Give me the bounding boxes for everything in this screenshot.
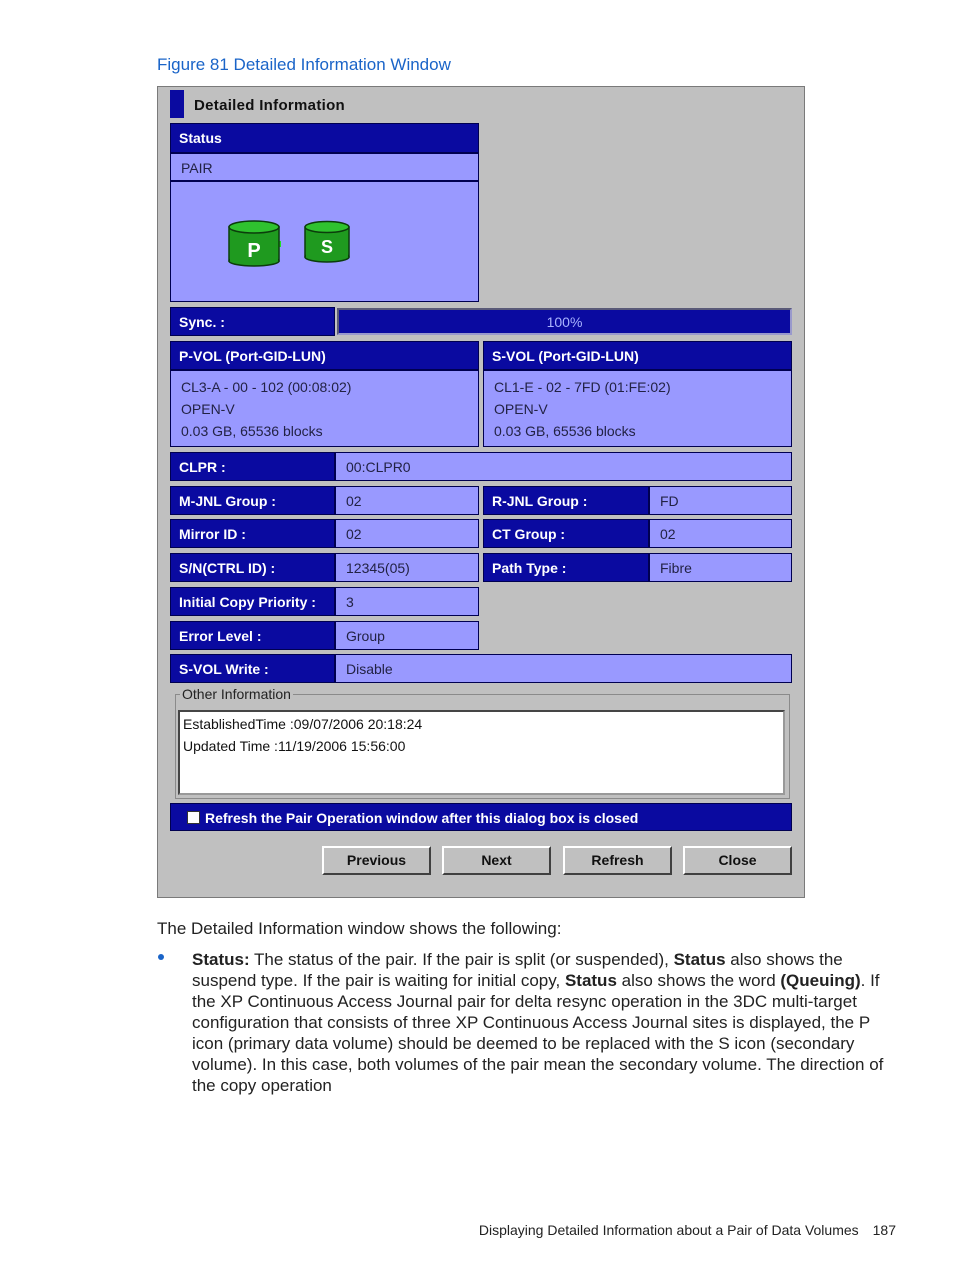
other-information-textarea[interactable] <box>178 710 785 795</box>
term-status: Status <box>673 950 726 969</box>
intro-text: The Detailed Information window shows the following: <box>157 919 562 938</box>
pvol-line: 0.03 GB, 65536 blocks <box>181 423 323 439</box>
path-type-value: Fibre <box>649 553 792 582</box>
svol-write-label: S-VOL Write : <box>170 654 335 683</box>
s-volume-icon <box>305 222 349 263</box>
figure-caption: Figure 81 Detailed Information Window <box>157 55 451 74</box>
page-number: 187 <box>872 1222 896 1238</box>
error-level-label: Error Level : <box>170 621 335 650</box>
mjnl-label: M-JNL Group : <box>170 486 335 515</box>
title-accent-bar <box>170 90 184 118</box>
refresh-checkbox-label[interactable]: Refresh the Pair Operation window after this dialog box is closed <box>205 810 639 826</box>
sn-label: S/N(CTRL ID) : <box>170 553 335 582</box>
term-status: Status <box>564 971 617 990</box>
pvol-line: OPEN-V <box>181 401 235 417</box>
clpr-label: CLPR : <box>170 452 335 481</box>
status-value: PAIR <box>170 153 479 181</box>
svol-line: OPEN-V <box>494 401 548 417</box>
close-button[interactable]: Close <box>683 846 792 875</box>
status-header: Status <box>170 123 479 153</box>
term-queuing: (Queuing) <box>780 971 861 990</box>
p-volume-icon <box>229 221 279 266</box>
sync-label: Sync. : <box>170 307 335 336</box>
ct-group-value: 02 <box>649 519 792 548</box>
page-footer <box>479 1222 896 1238</box>
detailed-information-window <box>157 86 805 898</box>
text-run: also shows the word <box>616 971 781 990</box>
refresh-button[interactable]: Refresh <box>563 846 672 875</box>
term-status: Status: <box>192 950 250 969</box>
established-time: EstablishedTime :09/07/2006 20:18:24 <box>183 716 423 732</box>
svol-header: S-VOL (Port-GID-LUN) <box>483 341 792 370</box>
previous-button[interactable]: Previous <box>322 846 431 875</box>
pvol-header: P-VOL (Port-GID-LUN) <box>170 341 479 370</box>
sn-value: 12345(05) <box>335 553 479 582</box>
svol-details <box>483 370 792 447</box>
path-type-label: Path Type : <box>483 553 649 582</box>
other-information-label: Other Information <box>182 686 291 702</box>
window-title: Detailed Information <box>194 97 346 114</box>
pair-diagram-panel <box>170 181 479 302</box>
refresh-option-bar[interactable] <box>170 803 792 831</box>
status-description <box>192 949 902 1096</box>
initial-copy-priority-value: 3 <box>335 587 479 616</box>
sync-progress-bar <box>337 308 792 335</box>
refresh-checkbox[interactable] <box>187 811 200 824</box>
text-run: also shows the suspend type. If the pair is waiting for initial copy, <box>192 950 843 990</box>
clpr-value: 00:CLPR0 <box>335 452 792 481</box>
error-level-value: Group <box>335 621 479 650</box>
ct-group-label: CT Group : <box>483 519 649 548</box>
pair-diagram <box>171 182 478 301</box>
text-run: . If the XP Continuous Access Journal pair for delta resync operation in the 3DC multi-target configuration that consists of three XP Continuous Access Journal sites is displayed, the P icon (primary data volume) should be deemed to be replaced with the S icon (secondary volume). In this case, both volumes of the pair mean the secondary volume. The direction of the copy operation <box>192 971 884 1095</box>
next-button[interactable]: Next <box>442 846 551 875</box>
pvol-details <box>170 370 479 447</box>
updated-time: Updated Time :11/19/2006 15:56:00 <box>183 738 406 754</box>
sync-progress-text: 100% <box>546 314 583 330</box>
rjnl-label: R-JNL Group : <box>483 486 649 515</box>
svol-line: 0.03 GB, 65536 blocks <box>494 423 636 439</box>
rjnl-value: FD <box>649 486 792 515</box>
mjnl-value: 02 <box>335 486 479 515</box>
bullet-icon <box>158 954 164 960</box>
text-run: The status of the pair. If the pair is split (or suspended), <box>249 950 674 969</box>
mirror-id-label: Mirror ID : <box>170 519 335 548</box>
footer-title: Displaying Detailed Information about a Pair of Data Volumes <box>478 1222 859 1238</box>
svol-write-value: Disable <box>335 654 792 683</box>
mirror-id-value: 02 <box>335 519 479 548</box>
initial-copy-priority-label: Initial Copy Priority : <box>170 587 335 616</box>
s-icon-letter: S <box>320 237 334 257</box>
svol-line: CL1-E - 02 - 7FD (01:FE:02) <box>494 379 671 395</box>
p-icon-letter: P <box>247 240 261 262</box>
pvol-line: CL3-A - 00 - 102 (00:08:02) <box>181 379 352 395</box>
